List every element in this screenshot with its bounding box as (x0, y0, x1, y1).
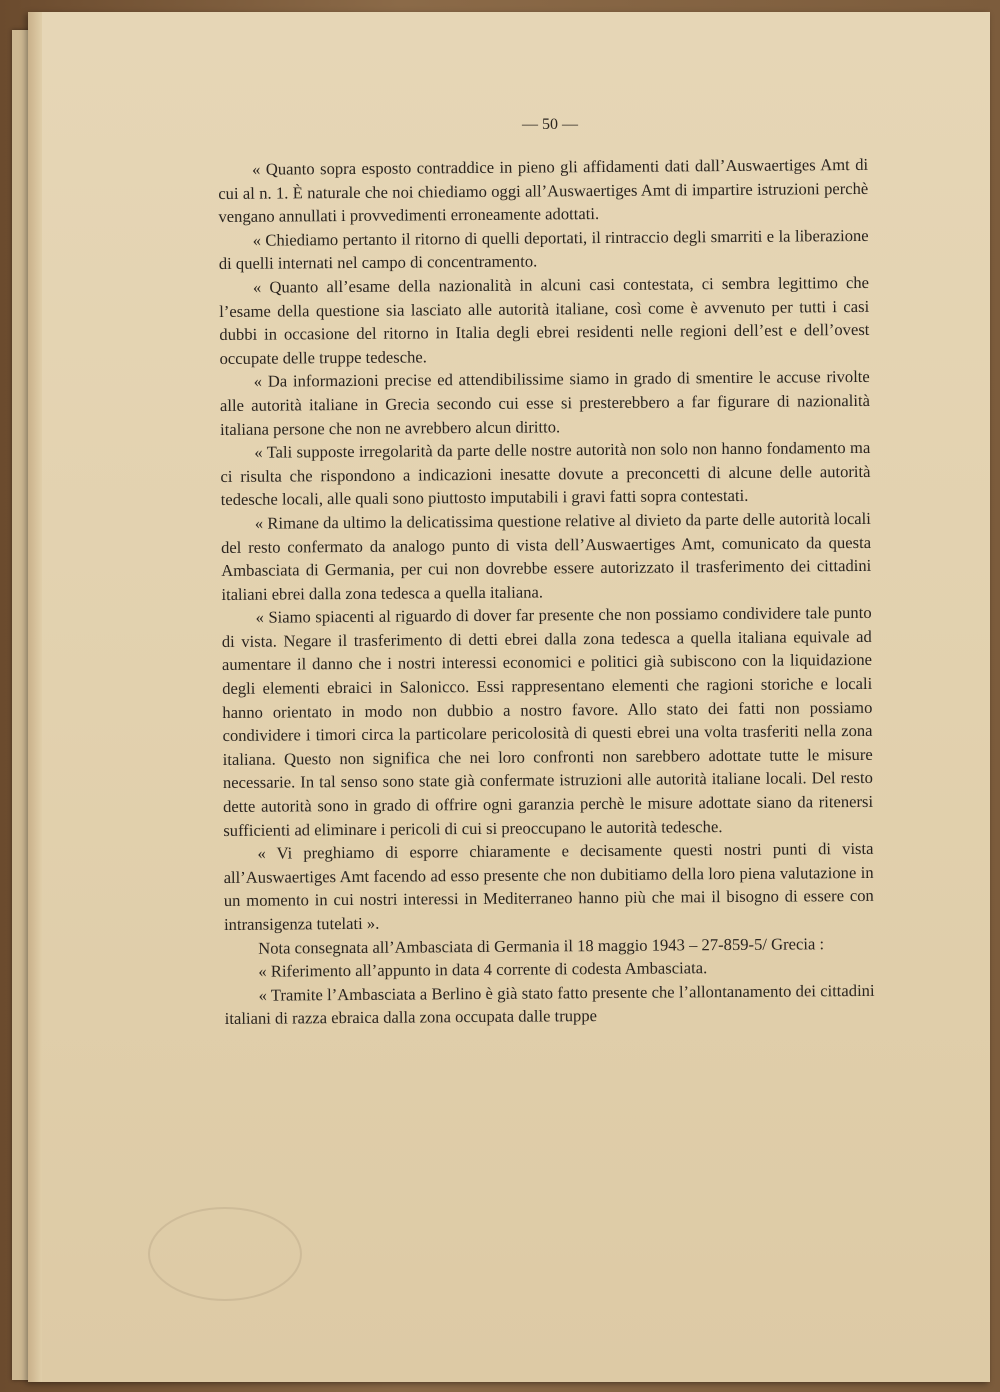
paragraph-7: « Siamo spiacenti al riguardo di dover far presente che non possiamo condividere tale punto di vista. Negare il trasferimento di detti ebrei dalla zona tedesca a quella italiana equivale ad aumentare il danno che i nostri interessi economici e politici già subiscono con la liquidazione degli elementi ebraici in Salonicco. Essi rappresentano elementi che ragioni storiche e locali hanno orientato in modo non dubbio a nostro favore. Allo stato dei fatti non possiamo condividere i timori circa la particolare pericolosità di questi ebrei una volta trasferiti nella zona italiana. Questo non significa che nei loro confronti non sarebbero adottate tutte le misure necessarie. In tal senso sono state già confermate istruzioni alle autorità italiane locali. Del resto dette autorità sono in grado di offrire ogni garanzia perchè le misure adottate siano da ritenersi sufficienti ad eliminare i pericoli di cui si preoccupano le autorità tedesche. (221, 603, 874, 840)
page-edge (28, 12, 42, 1382)
page-number: — 50 — (522, 116, 578, 133)
paragraph-8: « Vi preghiamo di esporre chiaramente e decisamente questi nostri punti di vista all’Auswaertiges Amt facendo ad esso presente che non dubitiamo della loro piena valutazione in un momento in cui nostri interessi in Mediterraneo hanno più che mai il bisogno di essere con intransigenza tutelati ». (223, 839, 874, 934)
paragraph-9: Nota consegnata all’Ambasciata di Germania il 18 maggio 1943 – 27-859-5/ Grecia : (258, 933, 825, 958)
faint-stamp-mark (148, 1207, 302, 1301)
paragraph-1: « Quanto sopra esposto contraddice in pieno gli affidamenti dati dall’Auswaertiges Amt di cui al n. 1. È naturale che noi chiediamo oggi all’Auswaertiges Amt di impartire istruzioni perchè vengano annullati i provvedimenti erroneamente adottati. (218, 154, 869, 227)
document-page (28, 12, 990, 1382)
paragraph-4: « Da informazioni precise ed attendibilissime siamo in grado di smentire le accuse rivolte alle autorità italiane in Grecia secondo cui esse si presterebbero a far figurare di nazionalità italiana persone che non ne avrebbero alcun diritto. (219, 367, 870, 439)
paragraph-6: « Rimane da ultimo la delicatissima questione relative al divieto da parte delle autorità locali del resto confermato da analogo punto di vista dell’Auswaertiges Amt, comunicato da questa Ambasciata di Germania, per cui non dovrebbe essere autorizzato il trasferimento dei cittadini italiani ebrei dalla zona tedesca a quella italiana. (220, 508, 872, 604)
paragraph-2: « Chiediamo pertanto il ritorno di quelli deportati, il rintraccio degli smarriti e la liberazione di quelli internati nel campo di concentramento. (218, 225, 869, 274)
paragraph-10: « Riferimento all’appunto in data 4 corrente di codesta Ambasciata. (258, 958, 708, 981)
paragraph-5: « Tali supposte irregolarità da parte delle nostre autorità non solo non hanno fondamento ma ci risulta che rispondono a indicazioni inesatte dovute a preconcetti di alcune delle autorità tedesche locali, alle quali sono piuttosto imputabili i gravi fatti sopra contestati. (220, 438, 871, 510)
paragraph-3: « Quanto all’esame della nazionalità in alcuni casi contestata, ci sembra legittimo che l’esame della questione sia lasciato alle autorità italiane, così come è avvenuto per tutti i casi dubbi in occasione del ritorno in Italia degli ebrei residenti nelle regioni dell’est e dell’ovest occupate delle truppe tedesche. (219, 272, 870, 368)
paragraph-11: « Tramite l’Ambasciata a Berlino è già stato fatto presente che l’allontanamento dei cittadini italiani di razza ebraica dalla zona occupata dalle truppe (224, 980, 875, 1029)
body-text (218, 153, 875, 1031)
